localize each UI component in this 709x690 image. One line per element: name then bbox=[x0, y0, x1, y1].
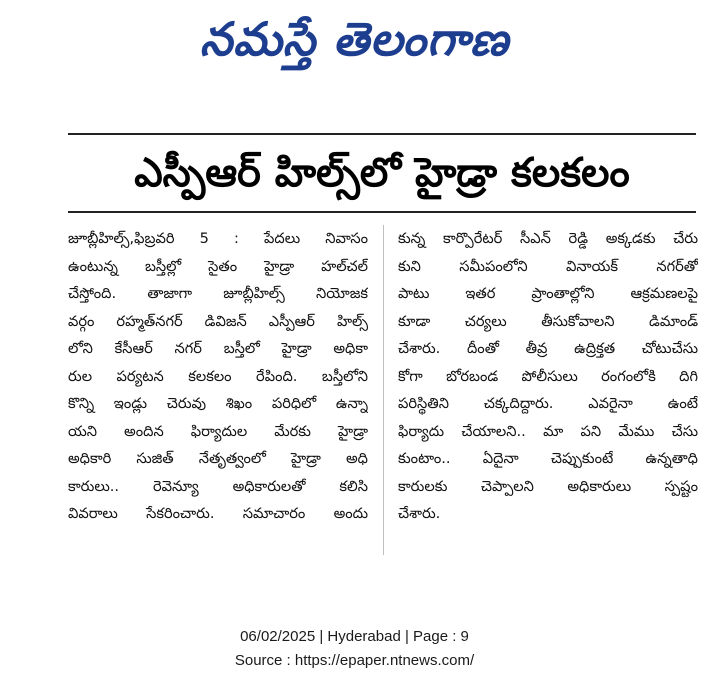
body-line: పరిస్థితిని చక్కదిద్దారు. ఎవరైనా ఉంటే bbox=[398, 395, 698, 412]
body-line: యని అందిన ఫిర్యాదుల మేరకు హైడ్రా bbox=[68, 422, 368, 440]
body-line: జూబ్లీహిల్స్,ఫిబ్రవరి 5 : పేదలు నివాసం bbox=[68, 230, 368, 247]
footer-source-url: Source : https://epaper.ntnews.com/ bbox=[234, 652, 475, 669]
article-headline: ఎస్పీఆర్ హిల్స్‌లో హైడ్రా కలకలం bbox=[68, 133, 696, 213]
body-line: ఉంటున్న బస్తీల్లో సైతం హైడ్రా హల్‌చల్ bbox=[68, 257, 368, 275]
article-column-1 bbox=[68, 225, 368, 603]
body-line: చేశారు. దీంతో తీవ్ర ఉద్రిక్తత చోటుచేసు bbox=[398, 340, 698, 357]
body-line: అధికారి సుజిత్ నేతృత్వంలో హైడ్రా అధి bbox=[68, 450, 368, 467]
body-line: కారులు.. రెవెన్యూ అధికారులతో కలిసి bbox=[68, 477, 368, 495]
article-body bbox=[68, 225, 696, 603]
body-line: రుల పర్యటన కలకలం రేపింది. బస్తీలోని bbox=[68, 367, 368, 385]
body-line: చేశారు. bbox=[398, 505, 441, 522]
body-line: కున్న కార్పొరేటర్ సీఎన్ రెడ్డి అక్కడకు చేరు bbox=[398, 230, 698, 247]
body-line: కొన్ని ఇండ్లు చెరువు శిఖం పరిధిలో ఉన్నా bbox=[68, 395, 368, 412]
masthead-logo: నమస్తే తెలంగాణ bbox=[199, 12, 510, 66]
body-line: వివరాలు సేకరించారు. సమాచారం అందు bbox=[68, 505, 368, 522]
body-line: వర్గం రహ్మత్‌నగర్ డివిజన్ ఎస్పీఆర్ హిల్స్ bbox=[68, 312, 368, 330]
body-line: కుంటాం.. ఏదైనా చెప్పుకుంటే ఉన్నతాధి bbox=[398, 450, 698, 467]
article-column-2 bbox=[398, 225, 698, 603]
column-divider bbox=[383, 225, 384, 555]
body-line: కారులకు చెప్పాలని అధికారులు స్పష్టం bbox=[398, 477, 698, 495]
body-line: కోగా బోరబండ పోలీసులు రంగంలోకి దిగి bbox=[398, 367, 698, 385]
body-line: పాటు ఇతర ప్రాంతాల్లోని ఆక్రమణలపై bbox=[398, 285, 698, 302]
footer-date-edition-page: 06/02/2025 | Hyderabad | Page : 9 bbox=[240, 628, 469, 645]
body-line: కూడా చర్యలు తీసుకోవాలని డిమాండ్ bbox=[398, 312, 698, 330]
body-line: చేస్తోంది. తాజాగా జూబ్లీహిల్స్ నియోజక bbox=[68, 285, 368, 302]
body-line: లోని కేసీఆర్ నగర్ బస్తీలో హైడ్రా అధికా bbox=[68, 340, 368, 357]
body-line: ఫిర్యాదు చేయాలని.. మా పని మేము చేసు bbox=[398, 422, 698, 440]
body-line: కుని సమీపంలోని వినాయక్ నగర్‌తో bbox=[398, 257, 698, 275]
news-clipping bbox=[68, 133, 696, 603]
